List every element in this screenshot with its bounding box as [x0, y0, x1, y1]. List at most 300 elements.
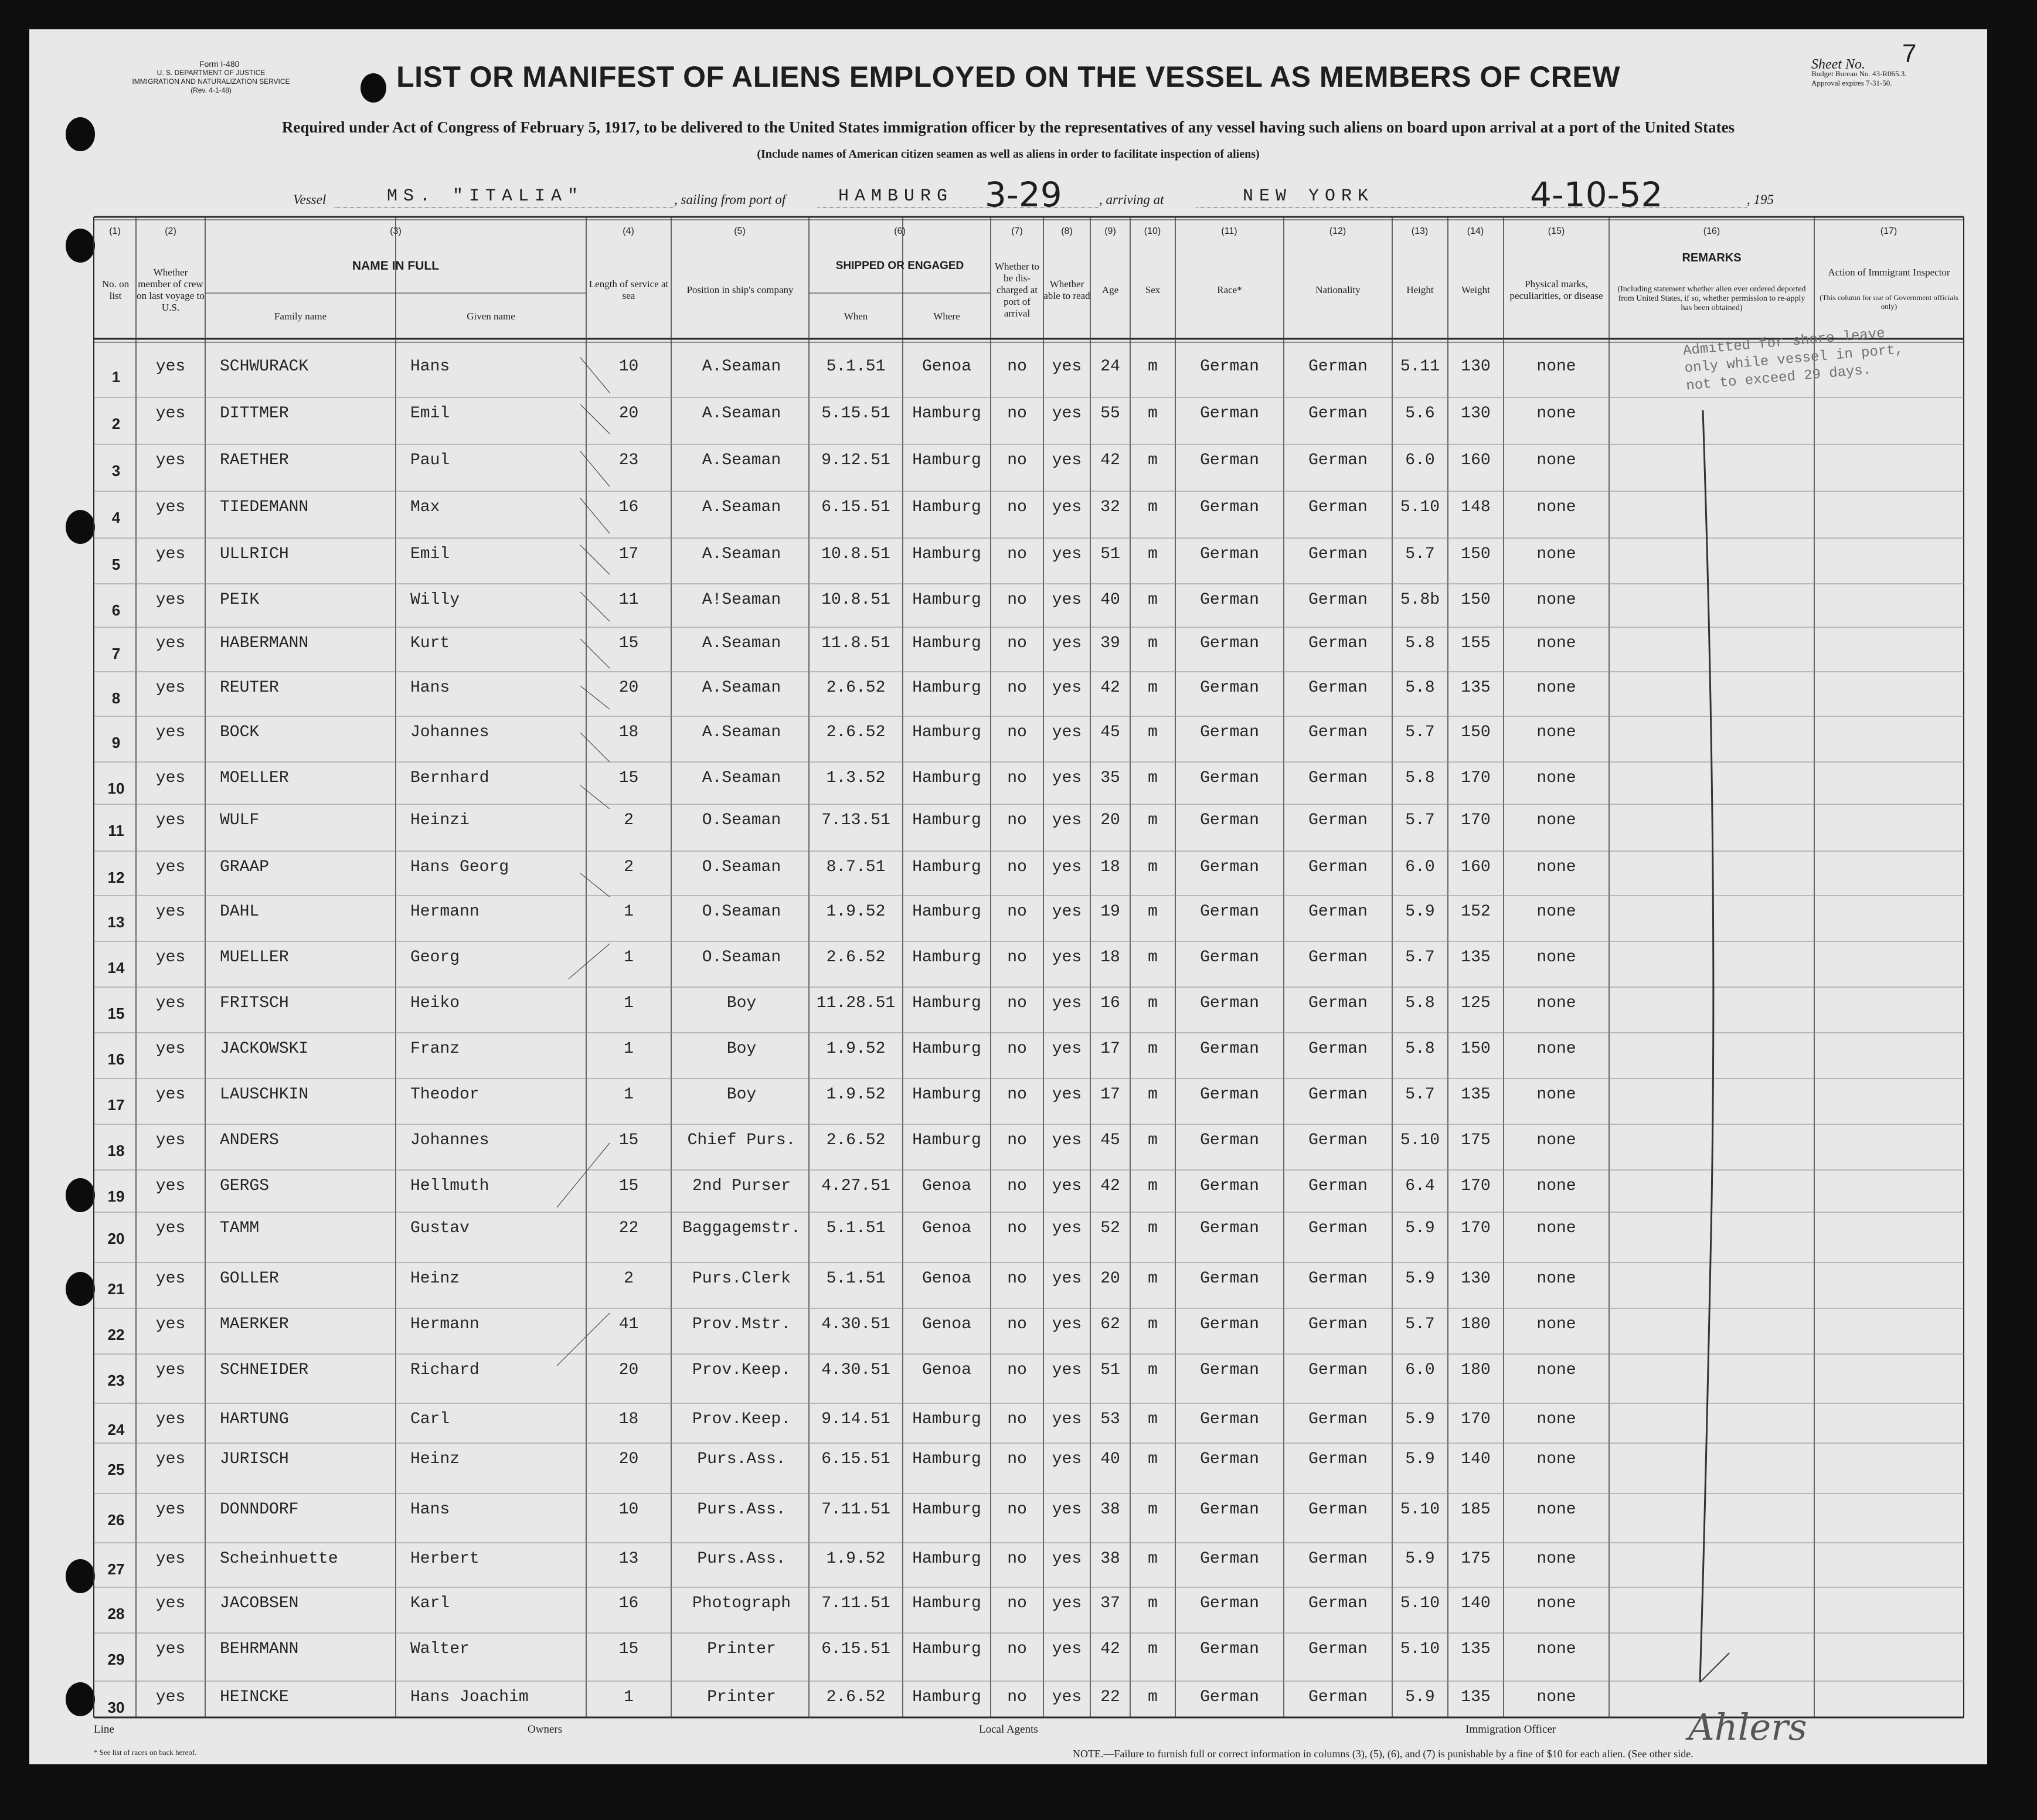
cell-marks: none: [1536, 948, 1576, 967]
cell-read: yes: [1052, 358, 1082, 376]
row-number: 2: [111, 415, 121, 433]
cell-position: O.Seaman: [702, 858, 781, 876]
row-number: 30: [107, 1699, 125, 1716]
cell-where: Genoa: [921, 1177, 971, 1195]
cell-discharged: no: [1007, 634, 1027, 652]
cell-weight: 155: [1461, 634, 1491, 652]
column-number: (1): [109, 226, 121, 236]
cell-when: 2.6.52: [826, 1688, 886, 1706]
cell-race: German: [1200, 498, 1259, 516]
cell-given: Georg: [410, 948, 460, 967]
cell-sex: m: [1148, 1550, 1158, 1568]
cell-when: 2.6.52: [826, 723, 886, 741]
cell-family: PEIK: [220, 591, 260, 609]
cell-sex: m: [1148, 1594, 1158, 1613]
row-number: 23: [107, 1372, 125, 1389]
cell-read: yes: [1052, 1501, 1082, 1519]
cell-age: 18: [1100, 948, 1120, 967]
cell-read: yes: [1052, 451, 1082, 470]
column-number: (3): [390, 226, 402, 236]
cell-height: 5.7: [1405, 723, 1435, 741]
cell-marks: none: [1536, 1410, 1576, 1428]
cell-race: German: [1200, 858, 1259, 876]
cell-position: Prov.Keep.: [692, 1361, 791, 1379]
cell-marks: none: [1536, 811, 1576, 829]
cell-when: 9.12.51: [821, 451, 890, 470]
cell-crew: yes: [155, 679, 186, 697]
cell-read: yes: [1052, 1410, 1082, 1428]
header-remarks-note: (Including statement whether alien ever ordered deported from United States, if so, whether permission to re-apply has been obtained): [1617, 285, 1806, 312]
cell-position: Purs.Ass.: [697, 1501, 786, 1519]
cell-weight: 170: [1461, 769, 1491, 787]
cell-when: 7.13.51: [821, 811, 890, 829]
cell-given: Richard: [410, 1361, 480, 1379]
cell-weight: 170: [1461, 1410, 1491, 1428]
cell-crew: yes: [155, 1040, 186, 1058]
cell-height: 5.9: [1405, 1410, 1435, 1428]
cell-family: RAETHER: [220, 451, 289, 470]
header-read: Whether able to read: [1043, 278, 1090, 301]
cell-nationality: German: [1308, 903, 1368, 921]
cell-service: 2: [624, 811, 634, 829]
cell-age: 18: [1100, 858, 1120, 876]
cell-where: Hamburg: [912, 1594, 981, 1613]
cell-family: TIEDEMANN: [220, 498, 309, 516]
cell-nationality: German: [1308, 1450, 1368, 1468]
cell-race: German: [1200, 634, 1259, 652]
cell-height: 5.9: [1405, 1688, 1435, 1706]
cell-race: German: [1200, 1550, 1259, 1568]
cell-sex: m: [1148, 679, 1158, 697]
cell-height: 5.10: [1400, 1594, 1440, 1613]
cell-where: Hamburg: [912, 948, 981, 967]
row-number: 20: [107, 1230, 125, 1247]
cell-family: DONNDORF: [220, 1501, 299, 1519]
cell-age: 53: [1100, 1410, 1120, 1428]
cell-nationality: German: [1308, 679, 1368, 697]
cell-weight: 148: [1461, 498, 1491, 516]
cell-nationality: German: [1308, 498, 1368, 516]
row-number: 26: [107, 1511, 125, 1529]
cell-age: 38: [1100, 1501, 1120, 1519]
cell-given: Franz: [410, 1040, 460, 1058]
cell-sex: m: [1148, 1086, 1158, 1104]
cell-nationality: German: [1308, 358, 1368, 376]
cell-race: German: [1200, 591, 1259, 609]
cell-sex: m: [1148, 451, 1158, 470]
cell-age: 32: [1100, 498, 1120, 516]
cell-given: Heinz: [410, 1450, 460, 1468]
cell-height: 5.10: [1400, 1640, 1440, 1658]
cell-discharged: no: [1007, 948, 1027, 967]
cell-service: 17: [618, 545, 639, 563]
cell-marks: none: [1536, 1315, 1576, 1333]
cell-age: 22: [1100, 1688, 1120, 1706]
cell-age: 17: [1100, 1086, 1120, 1104]
cell-age: 42: [1100, 679, 1120, 697]
departure-port: HAMBURG: [838, 186, 954, 206]
cell-discharged: no: [1007, 1219, 1027, 1237]
cell-sex: m: [1148, 723, 1158, 741]
cell-family: HEINCKE: [220, 1688, 289, 1706]
cell-nationality: German: [1308, 634, 1368, 652]
budget-bureau: Budget Bureau No. 43-R065.3.: [1811, 69, 1907, 78]
cell-nationality: German: [1308, 1688, 1368, 1706]
cell-when: 7.11.51: [821, 1594, 890, 1613]
cell-race: German: [1200, 994, 1259, 1012]
cell-marks: none: [1536, 1131, 1576, 1149]
cell-nationality: German: [1308, 1177, 1368, 1195]
header-remarks: REMARKS: [1682, 251, 1742, 264]
cell-service: 1: [624, 1688, 634, 1706]
cell-when: 4.30.51: [821, 1315, 890, 1333]
cell-age: 20: [1100, 1270, 1120, 1288]
cell-discharged: no: [1007, 1131, 1027, 1149]
cell-race: German: [1200, 1450, 1259, 1468]
header-nationality: Nationality: [1315, 284, 1361, 295]
cell-discharged: no: [1007, 1688, 1027, 1706]
cell-position: Boy: [726, 1086, 757, 1104]
approval-expiry: Approval expires 7-31-50.: [1811, 79, 1892, 87]
cell-discharged: no: [1007, 903, 1027, 921]
column-number: (7): [1011, 226, 1023, 236]
page-subtitle: Required under Act of Congress of February 5, 1917, to be delivered to the United States immigration officer by the representatives of any vessel having such aliens on board upon arrival at a port of the United States: [281, 118, 1735, 136]
cell-family: Scheinhuette: [220, 1550, 338, 1568]
cell-read: yes: [1052, 948, 1082, 967]
cell-position: O.Seaman: [702, 903, 781, 921]
cell-nationality: German: [1308, 1501, 1368, 1519]
cell-age: 39: [1100, 634, 1120, 652]
cell-race: German: [1200, 1086, 1259, 1104]
cell-race: German: [1200, 948, 1259, 967]
cell-family: WULF: [220, 811, 260, 829]
cell-given: Herbert: [410, 1550, 480, 1568]
header-when: When: [844, 311, 868, 322]
cell-nationality: German: [1308, 723, 1368, 741]
cell-when: 11.8.51: [821, 634, 890, 652]
cell-crew: yes: [155, 1640, 186, 1658]
cell-discharged: no: [1007, 1501, 1027, 1519]
cell-race: German: [1200, 1501, 1259, 1519]
cell-service: 10: [618, 358, 639, 376]
cell-age: 40: [1100, 1450, 1120, 1468]
cell-race: German: [1200, 1688, 1259, 1706]
cell-discharged: no: [1007, 1086, 1027, 1104]
cell-where: Hamburg: [912, 634, 981, 652]
cell-read: yes: [1052, 903, 1082, 921]
header-name: NAME IN FULL: [352, 259, 440, 273]
cell-when: 6.15.51: [821, 1640, 890, 1658]
cell-weight: 135: [1461, 1640, 1491, 1658]
cell-where: Hamburg: [912, 591, 981, 609]
row-number: 29: [107, 1651, 125, 1668]
footer-agents-label: Local Agents: [979, 1723, 1038, 1736]
cell-race: German: [1200, 811, 1259, 829]
cell-read: yes: [1052, 1450, 1082, 1468]
cell-crew: yes: [155, 1177, 186, 1195]
cell-race: German: [1200, 1315, 1259, 1333]
cell-read: yes: [1052, 1594, 1082, 1613]
cell-service: 18: [618, 1410, 639, 1428]
cell-crew: yes: [155, 1410, 186, 1428]
header-age: Age: [1101, 284, 1119, 295]
cell-weight: 175: [1461, 1550, 1491, 1568]
cell-service: 15: [618, 1131, 639, 1149]
column-number: (10): [1144, 226, 1161, 236]
cell-discharged: no: [1007, 1640, 1027, 1658]
header-crew: Whether member of crew on last voyage to U.S.: [137, 267, 205, 313]
cell-age: 37: [1100, 1594, 1120, 1613]
cell-read: yes: [1052, 591, 1082, 609]
cell-discharged: no: [1007, 1177, 1027, 1195]
header-position: Position in ship's company: [686, 284, 794, 295]
cell-marks: none: [1536, 723, 1576, 741]
form-number: Form I-480: [199, 59, 240, 69]
cell-when: 5.1.51: [826, 358, 886, 376]
cell-given: Hans Joachim: [410, 1688, 529, 1706]
cell-read: yes: [1052, 723, 1082, 741]
cell-where: Hamburg: [912, 1688, 981, 1706]
cell-family: FRITSCH: [220, 994, 289, 1012]
cell-crew: yes: [155, 723, 186, 741]
cell-age: 51: [1100, 1361, 1120, 1379]
cell-race: German: [1200, 1177, 1259, 1195]
cell-marks: none: [1536, 358, 1576, 376]
row-number: 5: [111, 556, 121, 573]
cell-read: yes: [1052, 858, 1082, 876]
cell-age: 42: [1100, 451, 1120, 470]
row-number: 21: [107, 1280, 125, 1298]
cell-marks: none: [1536, 1640, 1576, 1658]
cell-service: 13: [618, 1550, 639, 1568]
cell-nationality: German: [1308, 1315, 1368, 1333]
column-number: (13): [1411, 226, 1429, 236]
cell-weight: 130: [1461, 1270, 1491, 1288]
cell-family: BEHRMANN: [220, 1640, 299, 1658]
cell-read: yes: [1052, 811, 1082, 829]
cell-service: 23: [618, 451, 639, 470]
races-footnote: * See list of races on back hereof.: [94, 1748, 197, 1757]
cell-race: German: [1200, 404, 1259, 423]
cell-position: Boy: [726, 994, 757, 1012]
cell-when: 6.15.51: [821, 1450, 890, 1468]
cell-given: Hans: [410, 358, 450, 376]
revision: (Rev. 4-1-48): [191, 86, 232, 94]
cell-height: 5.11: [1400, 358, 1440, 376]
cell-marks: none: [1536, 1086, 1576, 1104]
header-height: Height: [1406, 284, 1434, 295]
cell-service: 18: [618, 723, 639, 741]
year-label: , 195: [1747, 192, 1774, 207]
cell-discharged: no: [1007, 811, 1027, 829]
cell-race: German: [1200, 723, 1259, 741]
cell-crew: yes: [155, 451, 186, 470]
sheet-number: 7: [1902, 39, 1917, 68]
cell-position: Prov.Keep.: [692, 1410, 791, 1428]
cell-position: A.Seaman: [702, 404, 781, 423]
cell-crew: yes: [155, 1361, 186, 1379]
column-number: (17): [1880, 226, 1897, 236]
cell-discharged: no: [1007, 498, 1027, 516]
cell-height: 5.10: [1400, 1131, 1440, 1149]
cell-service: 16: [618, 498, 639, 516]
cell-sex: m: [1148, 404, 1158, 423]
cell-crew: yes: [155, 858, 186, 876]
cell-weight: 170: [1461, 1219, 1491, 1237]
cell-family: MUELLER: [220, 948, 289, 967]
header-family: Family name: [274, 311, 327, 322]
cell-race: German: [1200, 1361, 1259, 1379]
cell-weight: 135: [1461, 948, 1491, 967]
row-number: 9: [111, 734, 121, 751]
row-number: 12: [107, 869, 125, 886]
cell-crew: yes: [155, 1550, 186, 1568]
cell-read: yes: [1052, 545, 1082, 563]
cell-crew: yes: [155, 1219, 186, 1237]
cell-sex: m: [1148, 769, 1158, 787]
cell-discharged: no: [1007, 545, 1027, 563]
cell-read: yes: [1052, 1219, 1082, 1237]
cell-read: yes: [1052, 1550, 1082, 1568]
cell-given: Paul: [410, 451, 450, 470]
cell-crew: yes: [155, 634, 186, 652]
cell-where: Hamburg: [912, 769, 981, 787]
cell-position: Purs.Ass.: [697, 1550, 786, 1568]
cell-position: Baggagemstr.: [682, 1219, 801, 1237]
cell-weight: 140: [1461, 1450, 1491, 1468]
cell-crew: yes: [155, 358, 186, 376]
cell-nationality: German: [1308, 1086, 1368, 1104]
cell-where: Hamburg: [912, 1640, 981, 1658]
cell-sex: m: [1148, 591, 1158, 609]
cell-when: 2.6.52: [826, 1131, 886, 1149]
cell-nationality: German: [1308, 591, 1368, 609]
cell-when: 11.28.51: [816, 994, 896, 1012]
header-sex: Sex: [1145, 284, 1161, 295]
cell-race: German: [1200, 1410, 1259, 1428]
cell-service: 1: [624, 1040, 634, 1058]
cell-age: 20: [1100, 811, 1120, 829]
cell-given: Hans Georg: [410, 858, 509, 876]
cell-crew: yes: [155, 1501, 186, 1519]
service: IMMIGRATION AND NATURALIZATION SERVICE: [132, 77, 290, 86]
cell-when: 4.30.51: [821, 1361, 890, 1379]
cell-where: Hamburg: [912, 903, 981, 921]
cell-given: Johannes: [410, 723, 489, 741]
row-number: 17: [107, 1096, 125, 1114]
cell-when: 5.15.51: [821, 404, 890, 423]
manifest-sheet: [29, 29, 1987, 1764]
cell-race: German: [1200, 358, 1259, 376]
cell-marks: none: [1536, 1361, 1576, 1379]
arrival-port: NEW YORK: [1243, 186, 1375, 206]
row-number: 10: [107, 780, 125, 797]
cell-sex: m: [1148, 948, 1158, 967]
cell-crew: yes: [155, 948, 186, 967]
cell-where: Genoa: [921, 1219, 971, 1237]
cell-position: Prov.Mstr.: [692, 1315, 791, 1333]
cell-position: A!Seaman: [702, 591, 781, 609]
vessel-label: Vessel: [293, 192, 327, 207]
cell-weight: 180: [1461, 1315, 1491, 1333]
cell-age: 16: [1100, 994, 1120, 1012]
cell-given: Emil: [410, 545, 450, 563]
row-number: 14: [107, 959, 125, 977]
cell-discharged: no: [1007, 404, 1027, 423]
cell-discharged: no: [1007, 451, 1027, 470]
cell-height: 5.9: [1405, 1550, 1435, 1568]
cell-height: 5.9: [1405, 903, 1435, 921]
cell-given: Max: [410, 498, 440, 516]
cell-family: DAHL: [220, 903, 260, 921]
cell-height: 5.7: [1405, 948, 1435, 967]
cell-sex: m: [1148, 545, 1158, 563]
cell-where: Hamburg: [912, 1450, 981, 1468]
row-number: 11: [108, 822, 124, 839]
cell-where: Hamburg: [912, 1410, 981, 1428]
vessel-name: MS. "ITALIA": [387, 186, 584, 206]
cell-given: Willy: [410, 591, 460, 609]
header-action: Action of Immigrant Inspector: [1828, 267, 1950, 278]
cell-discharged: no: [1007, 1594, 1027, 1613]
cell-when: 8.7.51: [826, 858, 886, 876]
cell-when: 1.9.52: [826, 1086, 886, 1104]
column-number: (4): [623, 226, 634, 236]
cell-when: 1.9.52: [826, 903, 886, 921]
department: U. S. DEPARTMENT OF JUSTICE: [157, 69, 266, 77]
cell-weight: 152: [1461, 903, 1491, 921]
cell-height: 5.7: [1405, 1315, 1435, 1333]
cell-crew: yes: [155, 1450, 186, 1468]
cell-read: yes: [1052, 1177, 1082, 1195]
cell-discharged: no: [1007, 858, 1027, 876]
cell-marks: none: [1536, 545, 1576, 563]
cell-race: German: [1200, 545, 1259, 563]
cell-sex: m: [1148, 1131, 1158, 1149]
cell-read: yes: [1052, 1270, 1082, 1288]
header-no: No. on list: [101, 278, 130, 301]
column-number: (11): [1221, 226, 1237, 236]
cell-discharged: no: [1007, 769, 1027, 787]
cell-family: MOELLER: [220, 769, 289, 787]
cell-discharged: no: [1007, 1450, 1027, 1468]
page-subnote: (Include names of American citizen seamen as well as aliens in order to facilitate inspection of aliens): [757, 148, 1260, 161]
cell-service: 2: [624, 858, 634, 876]
cell-where: Hamburg: [912, 1550, 981, 1568]
row-number: 27: [107, 1560, 125, 1578]
cell-height: 5.7: [1405, 545, 1435, 563]
cell-nationality: German: [1308, 451, 1368, 470]
cell-sex: m: [1148, 1410, 1158, 1428]
cell-weight: 185: [1461, 1501, 1491, 1519]
cell-weight: 170: [1461, 1177, 1491, 1195]
cell-sex: m: [1148, 858, 1158, 876]
cell-height: 6.0: [1405, 451, 1435, 470]
cell-family: SCHNEIDER: [220, 1361, 309, 1379]
cell-service: 11: [618, 591, 639, 609]
cell-service: 15: [618, 634, 639, 652]
cell-given: Carl: [410, 1410, 450, 1428]
cell-position: O.Seaman: [702, 948, 781, 967]
cell-height: 5.9: [1405, 1219, 1435, 1237]
cell-sex: m: [1148, 498, 1158, 516]
cell-age: 45: [1100, 723, 1120, 741]
cell-where: Hamburg: [912, 1501, 981, 1519]
cell-when: 5.1.51: [826, 1219, 886, 1237]
cell-race: German: [1200, 451, 1259, 470]
cell-height: 5.8: [1405, 994, 1435, 1012]
cell-sex: m: [1148, 1270, 1158, 1288]
